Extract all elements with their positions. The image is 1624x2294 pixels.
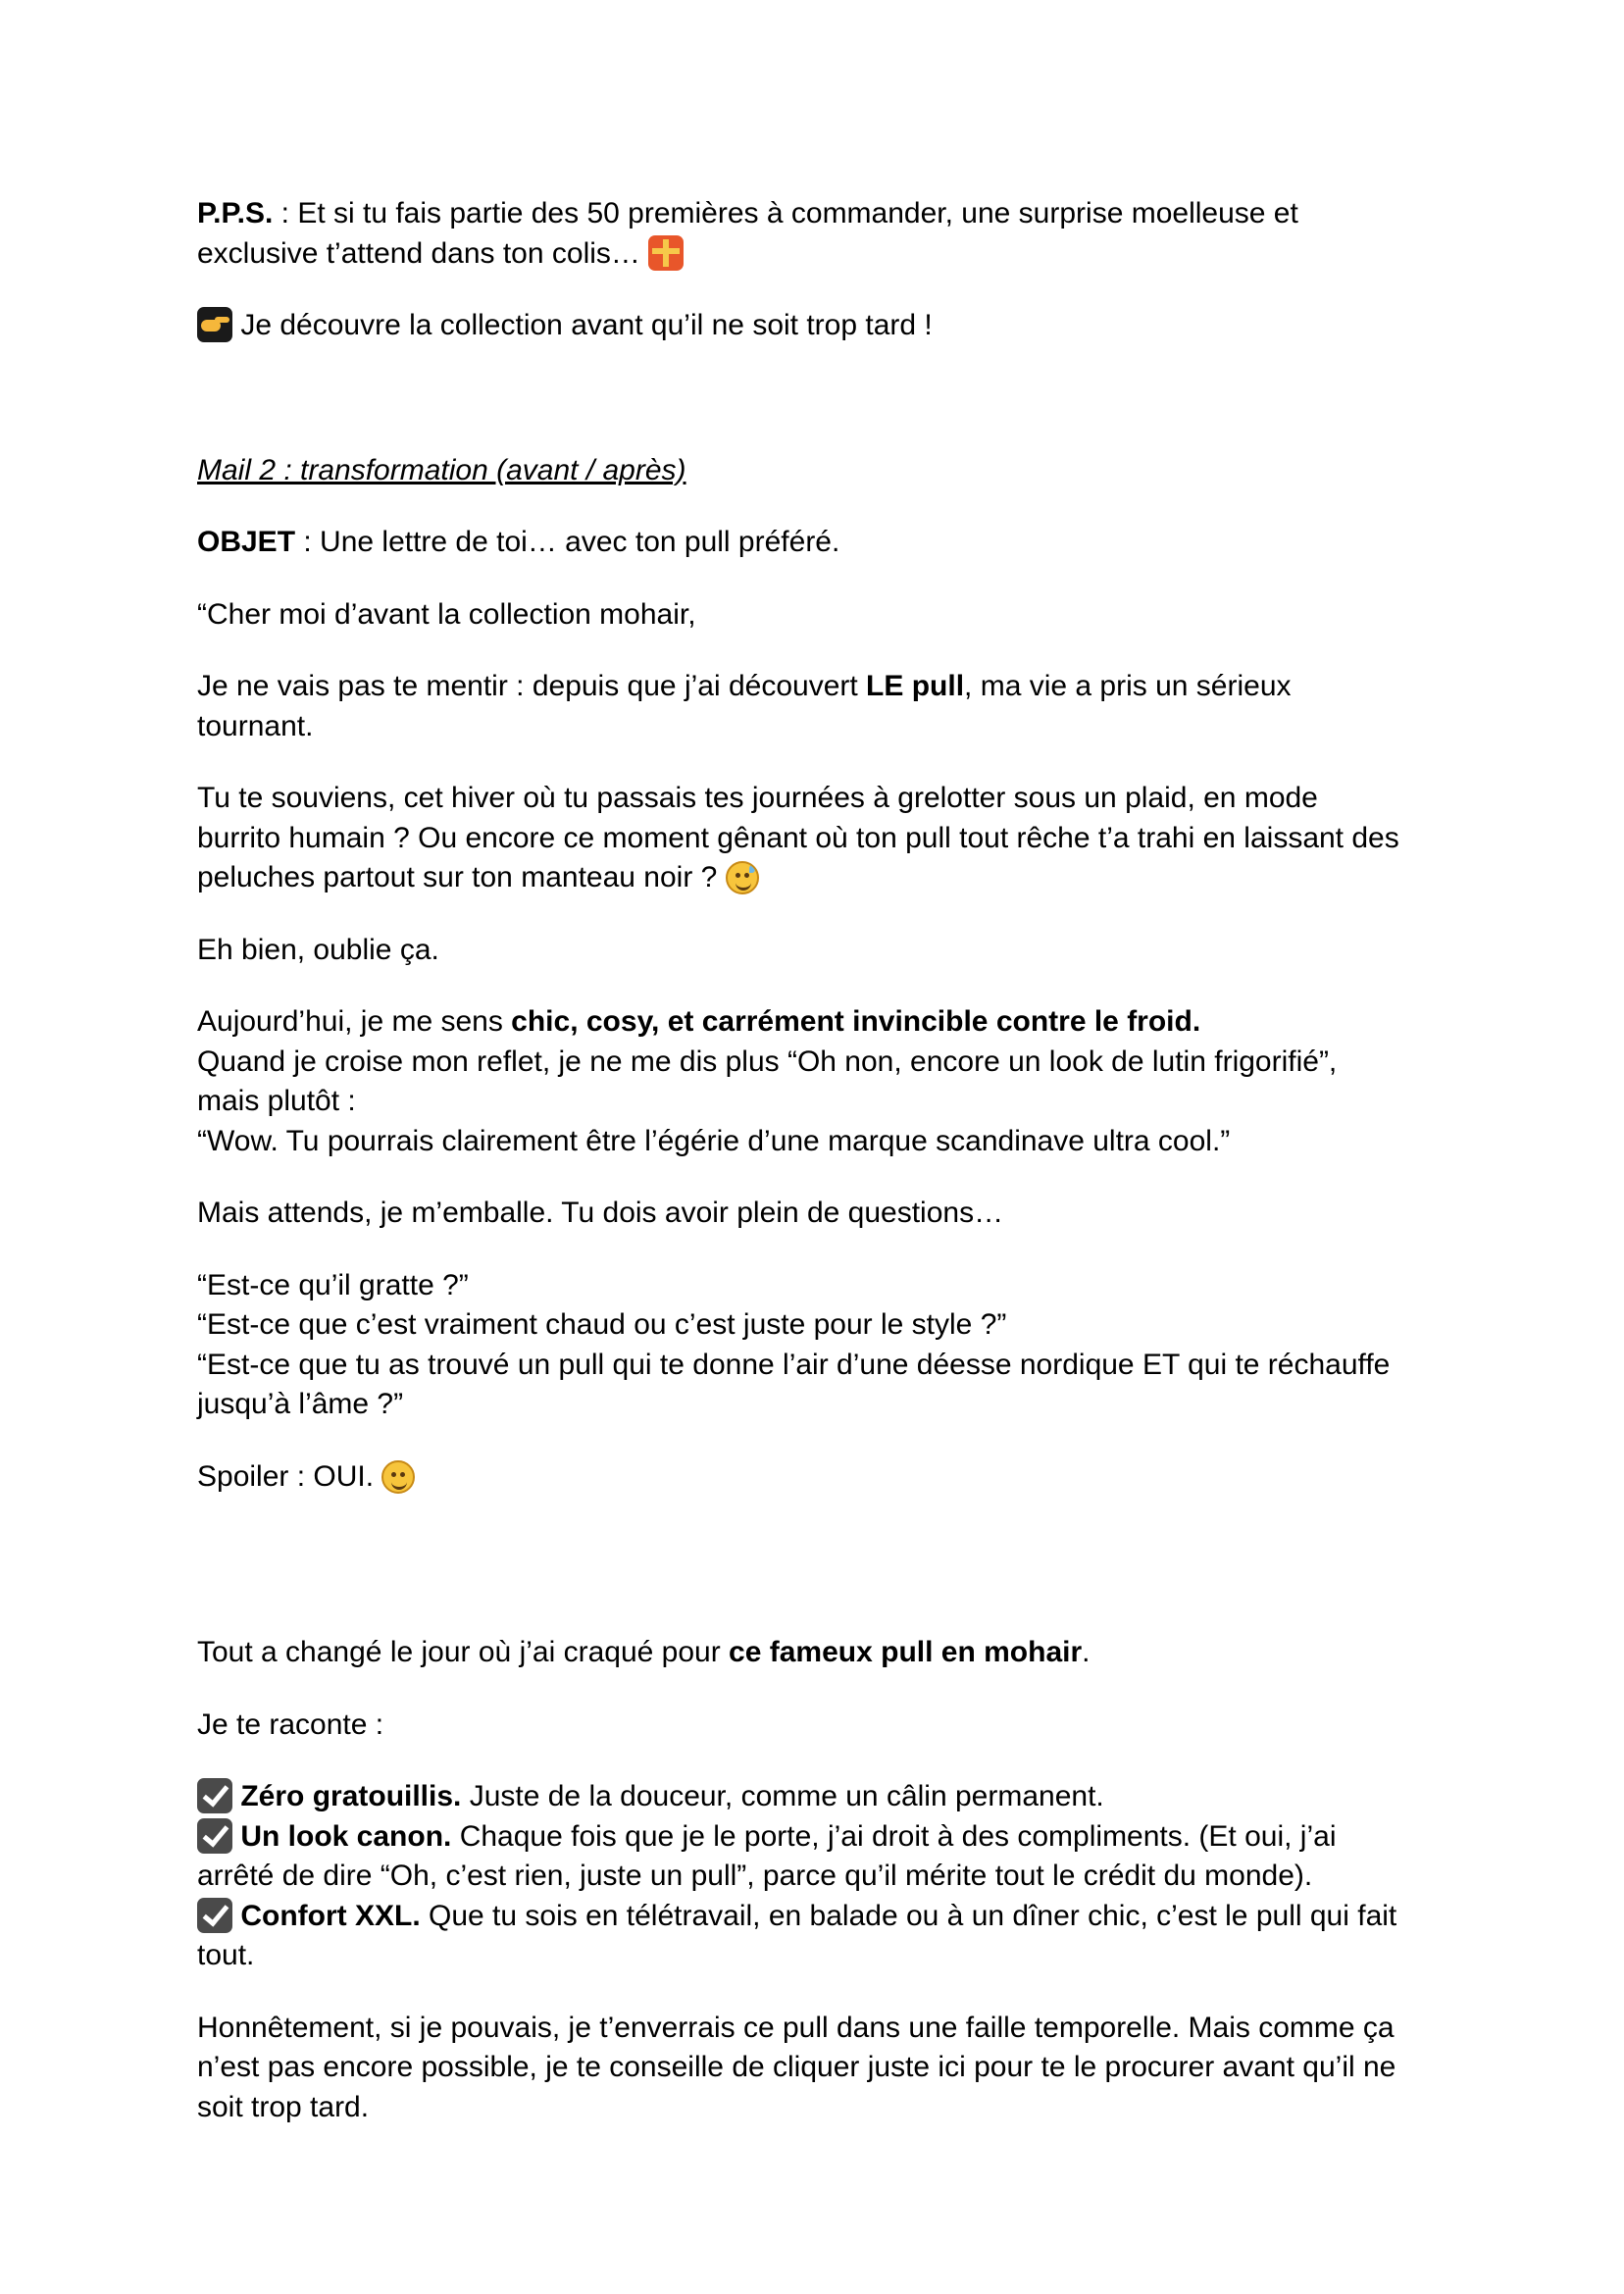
check-mark-icon [197, 1778, 232, 1813]
cta-line [197, 306, 1438, 346]
cta-text: Je découvre la collection avant qu’il ne soit trop tard ! [232, 309, 933, 341]
section-spacer-2 [197, 1529, 1438, 1633]
question-1: “Est-ce qu’il gratte ?” [197, 1268, 469, 1301]
document-body [197, 194, 1438, 2160]
spoiler-line [197, 1457, 1438, 1498]
gift-icon [648, 235, 684, 271]
paragraph-6-pre: Tout a changé le jour où j’ai craqué pour [197, 1636, 730, 1668]
objet-paragraph [197, 523, 1438, 563]
benefit-1-bold: Zéro gratouillis. [240, 1780, 462, 1812]
paragraph-2-line-1: Tu te souviens, cet hiver où tu passais tes journées à grelotter sous un plaid, en mode [197, 782, 1318, 814]
paragraph-5-text: Mais attends, je m’emballe. Tu dois avoir plein de questions… [197, 1197, 1004, 1229]
pps-text-2: exclusive t’attend dans ton colis… [197, 236, 649, 270]
question-3-line-2: jusqu’à l’âme ?” [197, 1388, 404, 1420]
questions-paragraph [197, 1266, 1438, 1425]
paragraph-2-line-2: burrito humain ? Ou encore ce moment gênant où ton pull tout rêche t’a trahi en laissant des [197, 821, 1399, 854]
paragraph-5 [197, 1194, 1438, 1234]
check-mark-icon [197, 1818, 232, 1854]
paragraph-4-line-2: Quand je croise mon reflet, je ne me dis plus “Oh non, encore un look de lutin frigorifié”, [197, 1045, 1338, 1078]
benefit-3-bold: Confort XXL. [240, 1899, 421, 1932]
objet-label: OBJET [197, 526, 296, 558]
smirking-face-icon [381, 1460, 415, 1494]
pointing-hand-icon [197, 307, 232, 342]
benefit-2-bold: Un look canon. [240, 1819, 452, 1853]
grinning-sweat-face-icon [726, 861, 759, 894]
paragraph-4-line-1 [197, 1002, 1438, 1043]
paragraph-1-pre: Je ne vais pas te mentir : depuis que j’ai découvert [197, 670, 867, 702]
objet-line [197, 523, 1438, 563]
paragraph-8-line-2: n’est pas encore possible, je te conseille de cliquer juste ici pour te le procurer avant qu’il ne [197, 2051, 1396, 2083]
salutation-text: “Cher moi d’avant la collection mohair, [197, 597, 696, 631]
spoiler-text: Spoiler : OUI. [197, 1459, 382, 1493]
paragraph-7 [197, 1706, 1438, 1746]
paragraph-4 [197, 1002, 1438, 1161]
benefit-3-text: Que tu sois en télétravail, en balade ou à un dîner chic, c’est le pull qui fait [420, 1899, 1397, 1932]
salutation-paragraph [197, 595, 1438, 636]
paragraph-1-bold: LE pull [866, 670, 965, 702]
pps-text-1: : Et si tu fais partie des 50 premières à commander, une surprise moelleuse et [273, 197, 1298, 229]
paragraph-7-text: Je te raconte : [197, 1708, 384, 1741]
benefit-3-line-2: tout. [197, 1939, 255, 1971]
paragraph-4-pre: Aujourd’hui, je me sens [197, 1005, 512, 1038]
paragraph-1 [197, 667, 1438, 746]
benefit-3 [197, 1897, 1438, 1937]
paragraph-6 [197, 1633, 1438, 1673]
cta-paragraph [197, 306, 1438, 346]
benefit-2-line-2: arrêté de dire “Oh, c’est rien, juste un pull”, parce qu’il mérite tout le crédit du monde). [197, 1860, 1313, 1892]
benefit-2 [197, 1817, 1438, 1858]
question-2: “Est-ce que c’est vraiment chaud ou c’est juste pour le style ?” [197, 1308, 1007, 1341]
check-mark-icon [197, 1898, 232, 1933]
pps-line-1 [197, 194, 1438, 234]
benefit-1-text: Juste de la douceur, comme un câlin permanent. [461, 1780, 1104, 1812]
paragraph-2 [197, 779, 1438, 898]
benefits-list [197, 1777, 1438, 1976]
paragraph-4-line-3: mais plutôt : [197, 1085, 356, 1117]
paragraph-6-post: . [1082, 1636, 1091, 1668]
benefit-1 [197, 1777, 1438, 1817]
paragraph-1-post: , ma vie a pris un sérieux [964, 670, 1292, 702]
benefit-2-text: Chaque fois que je le porte, j’ai droit à des compliments. (Et oui, j’ai [451, 1819, 1337, 1853]
section-spacer [197, 379, 1438, 451]
mail2-heading-text: Mail 2 : transformation (avant / après) [197, 453, 686, 486]
paragraph-8 [197, 2009, 1438, 2128]
pps-label: P.P.S. [197, 197, 274, 229]
spoiler-paragraph [197, 1457, 1438, 1498]
paragraph-2-line-3 [197, 858, 1438, 898]
question-3-line-1: “Est-ce que tu as trouvé un pull qui te donne l’air d’une déesse nordique ET qui te réchauffe [197, 1348, 1391, 1381]
paragraph-1-line-2: tournant. [197, 709, 314, 742]
paragraph-8-line-3: soit trop tard. [197, 2090, 370, 2123]
paragraph-8-line-1: Honnêtement, si je pouvais, je t’enverrais ce pull dans une faille temporelle. Mais comme ça [197, 2011, 1395, 2044]
paragraph-3 [197, 931, 1438, 971]
pps-paragraph [197, 194, 1438, 274]
paragraph-6-bold: ce fameux pull en mohair [729, 1636, 1083, 1668]
pps-line-2 [197, 234, 1438, 275]
paragraph-6-line [197, 1633, 1438, 1673]
paragraph-3-text: Eh bien, oublie ça. [197, 933, 439, 966]
paragraph-1-line-1 [197, 667, 1438, 707]
paragraph-4-bold: chic, cosy, et carrément invincible contre le froid. [511, 1005, 1201, 1038]
mail2-heading [197, 451, 1438, 491]
paragraph-2-line-3-text: peluches partout sur ton manteau noir ? [197, 861, 726, 893]
objet-text: : Une lettre de toi… avec ton pull préféré. [295, 526, 840, 558]
paragraph-4-line-4: “Wow. Tu pourrais clairement être l’égérie d’une marque scandinave ultra cool.” [197, 1124, 1231, 1157]
